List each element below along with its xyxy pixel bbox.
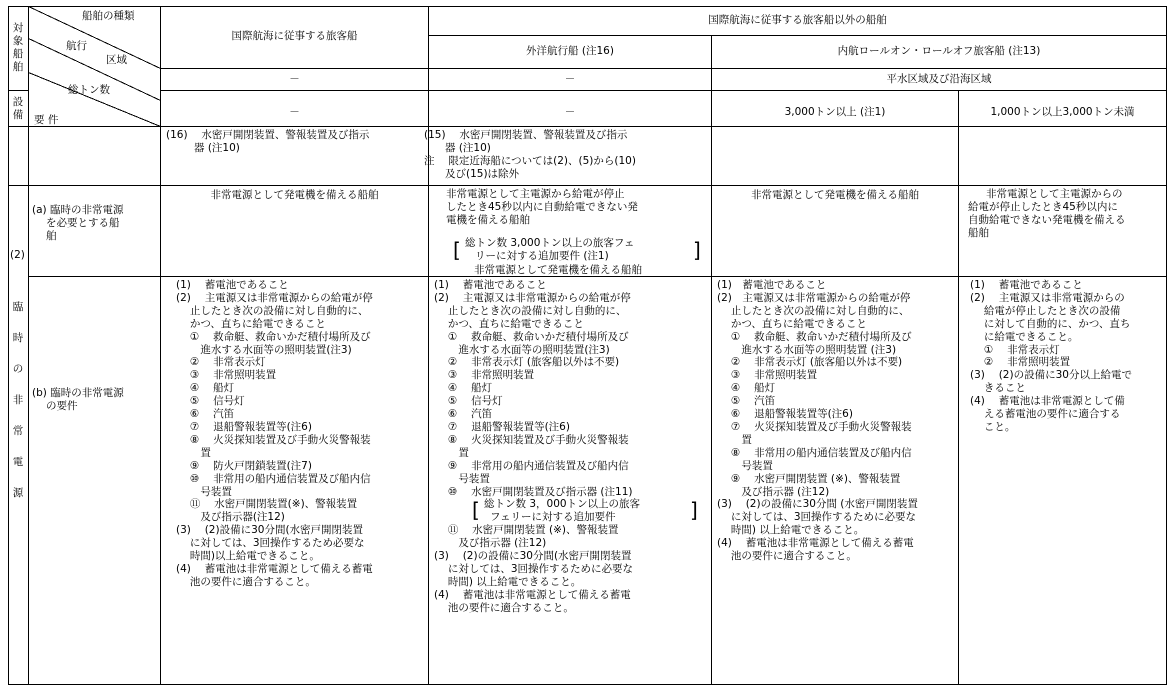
area-dash-1: － (289, 73, 300, 85)
target-vessel-label: 対 象 船 舶 (12, 22, 24, 73)
bracket-right-icon: ] (690, 498, 698, 523)
row-b-col2: (1) 蓄電池であること (2) 主電源又は非常電源からの給電が停 止したとき次の設備に対し自動的に、 かつ、直ちに給電できること ① 救命艇、救命いかだ積付場所及び 進水する水面等の照明装置(注3) ② 非常表示灯 (旅客船以外は不要) ③ 非常照明装置 ④ 船灯 ⑤ 信号灯 ⑥ 汽笛 ⑦ 退船警報装置等(注6) ⑧ 火災探知装置及び手動火災警報装 置 ⑨ 非常用の船内通信装置及び船内信 号装置 ⑩ 水密戸開閉装置及び指示器 (注11) [ 総トン数 3，000トン以上の旅客 フェリーに対する追加要件 ] ⑪ 水密戸開閉装置 (※)、警報装置 及び指示器 (注12) (3) (2)の設備に30分間(水密戸開閉装置 に対しては、3回操作するために必要な 時間) 以上給電できること。 (4) 蓄電池は非常電源として備える蓄電 池の要件に適合すること。 (434, 279, 698, 614)
section-title-vertical: 臨 時 の 非 常 電 源 (12, 301, 24, 499)
row-b-col1: (1) 蓄電池であること (2) 主電源又は非常電源からの給電が停 止したとき次の設備に対し自動的に、 かつ、直ちに給電できること ① 救命艇、救命いかだ積付場所及び 進水する水面等の照明装置(注3) ② 非常表示灯 ③ 非常照明装置 ④ 船灯 ⑤ 信号灯 ⑥ 汽笛 ⑦ 退船警報装置等(注6) ⑧ 火災探知装置及び手動火災警報装 置 ⑨ 防火戸閉鎖装置(注7) ⑩ 非常用の船内通信装置及び船内信 号装置 ⑪ 水密戸開閉装置(※)、警報装置 及び指示器(注12) (3) (2)設備に30分間(水密戸開閉装置 に対しては、3回操作するため必要な 時間)以上給電できること。 (4) 蓄電池は非常電源として備える蓄電 池の要件に適合すること。 (176, 279, 373, 588)
bracket-left-icon: [ (472, 498, 480, 523)
corner-gross-tonnage: 総トン数 (68, 84, 110, 96)
tonnage-1000-3000: 1,000トン以上3,000トン未満 (990, 106, 1135, 118)
bracket-right-icon: ] (693, 238, 701, 262)
tonnage-dash-2: － (564, 106, 576, 118)
header-domestic-roro: 内航ロールオン・ロールオフ旅客船 (注13) (837, 45, 1041, 57)
bracket-left-icon: [ (453, 238, 461, 262)
row-a-col4: 非常電源として主電源からの 給電が停止したとき45秒以内に 自動給電できない発電機を備える 船舶 (968, 188, 1126, 239)
corner-requirements: 要 件 (34, 114, 59, 126)
row-a-col3: 非常電源として発電機を備える船舶 (751, 189, 919, 201)
row-b-col4: (1) 蓄電池であること (2) 主電源又は非常電源からの 給電が停止したとき次の設備 に対して自動的に、かつ、直ち に給電できること。 ① 非常表示灯 ② 非常照明装置 (3) (2)の設備に30分以上給電で きること (4) 蓄電池は非常電源として備 える蓄電池の要件に適合する こと。 (970, 279, 1132, 433)
row-b-label: (b) 臨時の非常電源 の要件 (32, 387, 124, 412)
row-a-label: (a) 臨時の非常電源 を必要とする船 舶 (32, 204, 124, 242)
header-ocean-going: 外洋航行船 (注16) (526, 45, 614, 57)
corner-area: 区域 (106, 54, 127, 66)
row-a-col2-note: [ 総トン数 3,000トン以上の旅客フェ リーに対する追加要件 (注1) ] (453, 237, 701, 262)
section-number: (2) (10, 249, 25, 261)
top-row-col2: (15) 水密戸開閉装置、警報装置及び指示 器 (注10) 注 限定近海船については(2)、(5)から(10) 及び(15)は除外 (424, 129, 636, 180)
row-a-col2: 非常電源として主電源から給電が停止 したとき45秒以内に自動給電できない発 電機を備える船舶 (446, 188, 638, 226)
top-row-col1: (16) 水密戸開閉装置、警報装置及び指示 器 (注10) (166, 129, 370, 154)
equipment-label: 設 備 (12, 96, 24, 121)
corner-vessel-type: 船舶の種類 (82, 10, 135, 22)
corner-navigation: 航行 (66, 40, 87, 52)
row-b-col2-note: [ 総トン数 3，000トン以上の旅客 フェリーに対する追加要件 ] (472, 498, 698, 524)
area-dash-2: － (564, 73, 576, 85)
header-intl-passenger: 国際航海に従事する旅客船 (231, 30, 358, 42)
tonnage-3000: 3,000トン以上 (注1) (784, 106, 886, 118)
area-value: 平水区域及び沿海区域 (886, 73, 992, 85)
tonnage-dash-1: － (289, 106, 300, 118)
row-a-col1: 非常電源として発電機を備える船舶 (210, 189, 379, 201)
row-b-col3: (1) 蓄電池であること (2) 主電源又は非常電源からの給電が停 止したとき次の設備に対し自動的に、 かつ、直ちに給電できること ① 救命艇、救命いかだ積付場所及び 進水する水面等の照明装置 (注3) ② 非常表示灯 (旅客船以外は不要) ③ 非常照明装置 ④ 船灯 ⑤ 汽笛 ⑥ 退船警報装置等(注6) ⑦ 火災探知装置及び手動火災警報装 置 ⑧ 非常用の船内通信装置及び船内信 号装置 ⑨ 水密戸開閉装置 (※)、警報装置 及び指示器 (注12) (3) (2)の設備に30分間 (水密戸開閉装置 に対しては、3回操作するために必要な 時間) 以上給電できること。 (4) 蓄電池は非常電源として備える蓄電 池の要件に適合すること。 (717, 279, 918, 563)
row-a-col2-tail: 非常電源として発電機を備える船舶 (474, 264, 642, 276)
header-non-intl: 国際航海に従事する旅客船以外の船舶 (708, 14, 887, 26)
